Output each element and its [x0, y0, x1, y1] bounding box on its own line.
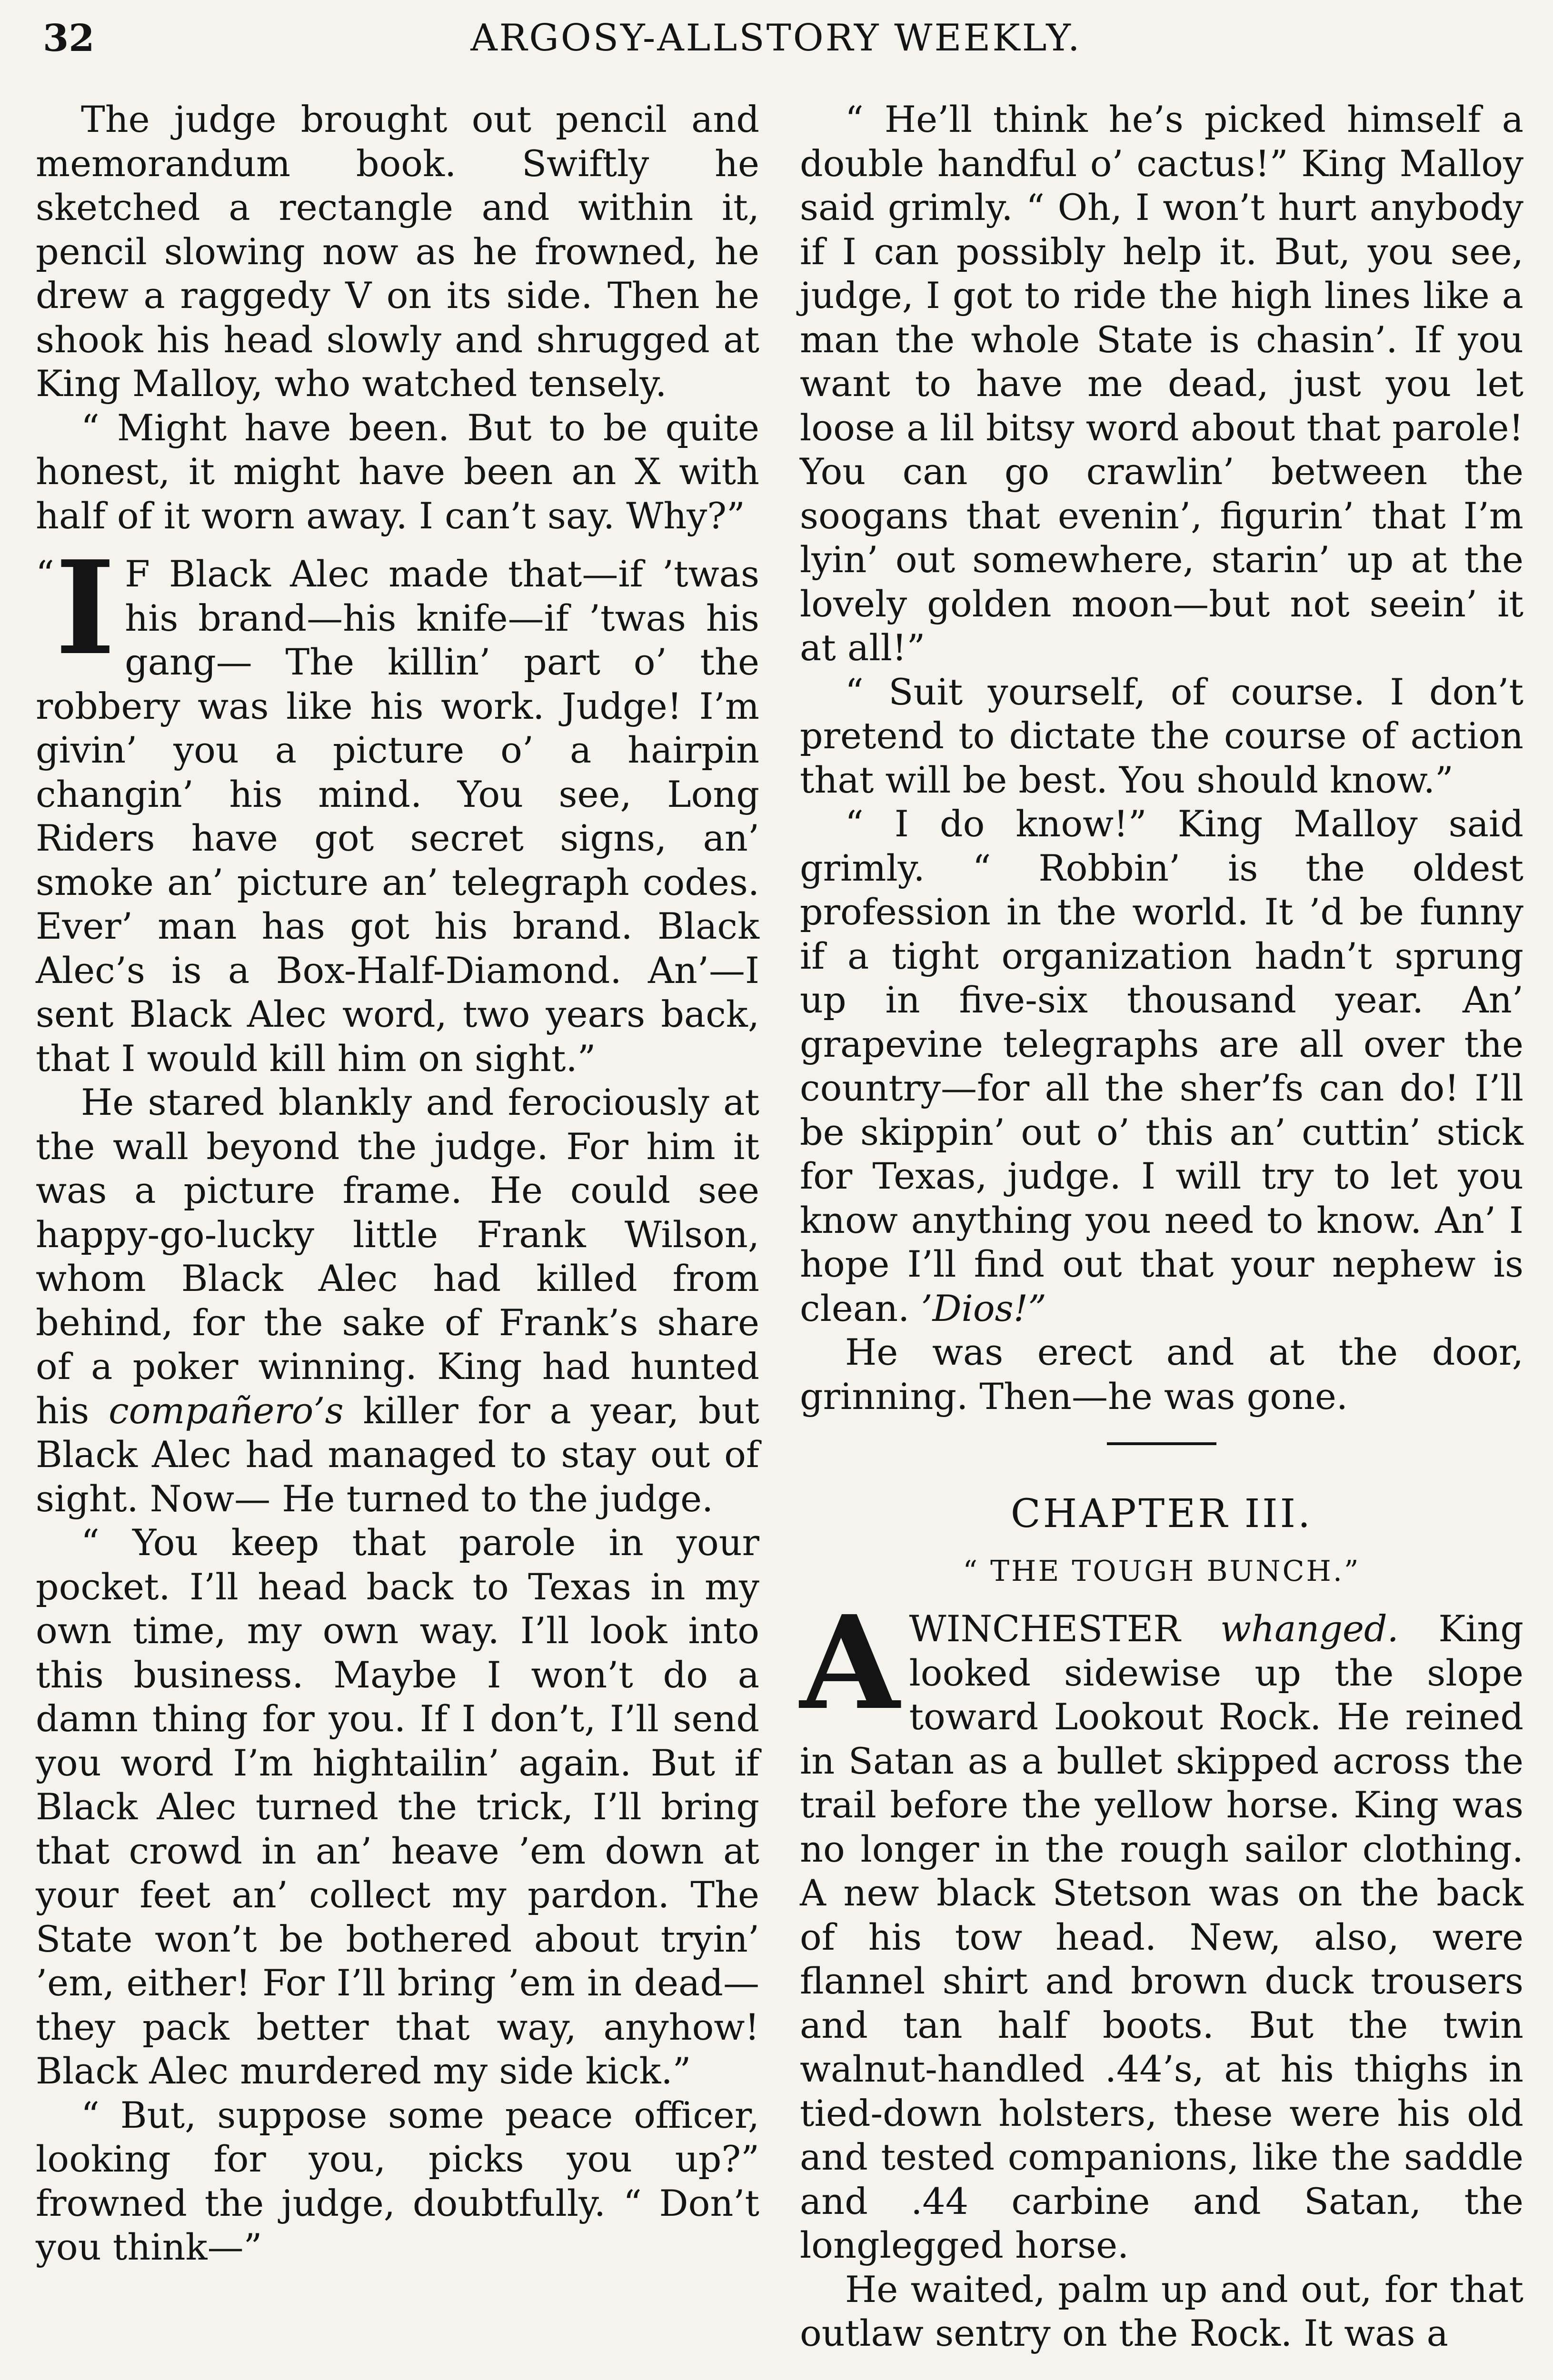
paragraph-dropcap: [800, 1587, 1523, 2268]
section-divider: [1107, 1442, 1216, 1445]
paragraph: “ Suit yourself, of course. I don’t pretend to dictate the course of action that will be best. You should know.”: [800, 670, 1523, 801]
paragraph: [800, 802, 1523, 1330]
paragraph-text: killer for a year, but Black Alec had managed to stay out of sight. Now— He turned to the judge.: [36, 1389, 759, 1520]
paragraph-dropcap: [36, 532, 759, 1081]
paragraph-text: He stared blankly and ferociously at the wall beyond the judge. For him it was a picture frame. He could see happy-go-lucky little Frank Wilson, whom Black Alec had killed from behind, for the sake of Frank’s share of a poker winning. King had hunted his: [36, 1081, 759, 1432]
paragraph: The judge brought out pencil and memorandum book. Swiftly he sketched a rectangle and within it, pencil slowing now as he frowned, he drew a raggedy V on its side. Then he shook his head slowly and shrugged at King Malloy, who watched tensely.: [36, 98, 759, 405]
italic-word: whanged.: [1220, 1607, 1399, 1650]
paragraph-text: “ I do know!” King Malloy said grimly. “ Robbin’ is the oldest profession in the world. It ’d be funny if a tight organization hadn’t sprung up in five-six thousand year. An’ grapevine telegraphs are all over the country—for all the sher’fs can do! I’ll be skippin’ out o’ this an’ cuttin’ stick for Texas, judge. I will try to let you know anything you need to know. An’ I hope I’ll find out that your nephew is clean.: [800, 803, 1523, 1329]
paragraph: “ But, suppose some peace officer, looking for you, picks you up?” frowned the judge, doubtfully. “ Don’t you think—”: [36, 2093, 759, 2268]
paragraph-text: WINCHESTER: [909, 1607, 1221, 1650]
page-header: [29, 10, 1523, 71]
left-column: [36, 98, 759, 2270]
running-title: ARGOSY-ALLSTORY WEEKLY.: [470, 17, 1082, 60]
paragraph-text: King looked sidewise up the slope toward Lookout Rock. He reined in Satan as a bullet skipped across the trail before the yellow horse. King was no longer in the rough sailor clothing. A new black Stetson was on the back of his tow head. New, also, were flannel shirt and brown duck trousers and tan half boots. But the twin walnut-handled .44’s, at his thighs in tied-down holsters, these were his old and tested companions, like the saddle and .44 carbine and Satan, the longlegged horse.: [800, 1607, 1523, 2266]
chapter-subtitle: “ THE TOUGH BUNCH.”: [963, 1555, 1361, 1588]
drop-cap-letter: A: [800, 1587, 900, 1738]
italic-word: compañero’s: [109, 1389, 344, 1432]
paragraph-text: F Black Alec made that—if ’twas his brand—his knife—if ’twas his gang— The killin’ part o’ the robbery was like his work. Judge! I’m givin’ you a picture o’ a hairpin changin’ his mind. You see, Long Riders have got secret signs, an’ smoke an’ picture an’ telegraph codes. Ever’ man has got his brand. Black Alec’s is a Box-Half-Diamond. An’—I sent Black Alec word, two years back, that I would kill him on sight.”: [36, 553, 759, 1080]
page-number: 32: [43, 17, 95, 60]
right-column: [800, 98, 1523, 2356]
chapter-title: CHAPTER III.: [1010, 1491, 1313, 1537]
paragraph: “ He’ll think he’s picked himself a double handful o’ cactus!” King Malloy said grimly. “ Oh, I won’t hurt anybody if I can possibly help it. But, you see, judge, I got to ride the high lines like a man the whole State is chasin’. If you want to have me dead, just you let loose a lil bitsy word about that parole! You can go crawlin’ between the soogans that evenin’, figurin’ that I’m lyin’ out somewhere, starin’ up at the lovely golden moon—but not seein’ it at all!”: [800, 98, 1523, 669]
paragraph: [36, 1081, 759, 1521]
drop-cap-letter: I: [55, 532, 116, 684]
paragraph: He waited, palm up and out, for that outlaw sentry on the Rock. It was a: [800, 2268, 1523, 2354]
paragraph: “ You keep that parole in your pocket. I’ll head back to Texas in my own time, my own way. I’ll look into this business. Maybe I won’t do a damn thing for you. If I don’t, I’ll send you word I’m hightailin’ again. But if Black Alec turned the trick, I’ll bring that crowd in an’ heave ’em down at your feet an’ collect my pardon. The State won’t be bothered about tryin’ ’em, either! For I’ll bring ’em in dead—they pack better that way, anyhow! Black Alec murdered my side kick.”: [36, 1521, 759, 2092]
paragraph: “ Might have been. But to be quite honest, it might have been an X with half of it worn away. I can’t say. Why?”: [36, 406, 759, 537]
paragraph: He was erect and at the door, grinning. Then—he was gone.: [800, 1331, 1523, 1418]
opening-quote: “: [36, 553, 54, 595]
italic-word: ’Dios!”: [921, 1287, 1046, 1329]
